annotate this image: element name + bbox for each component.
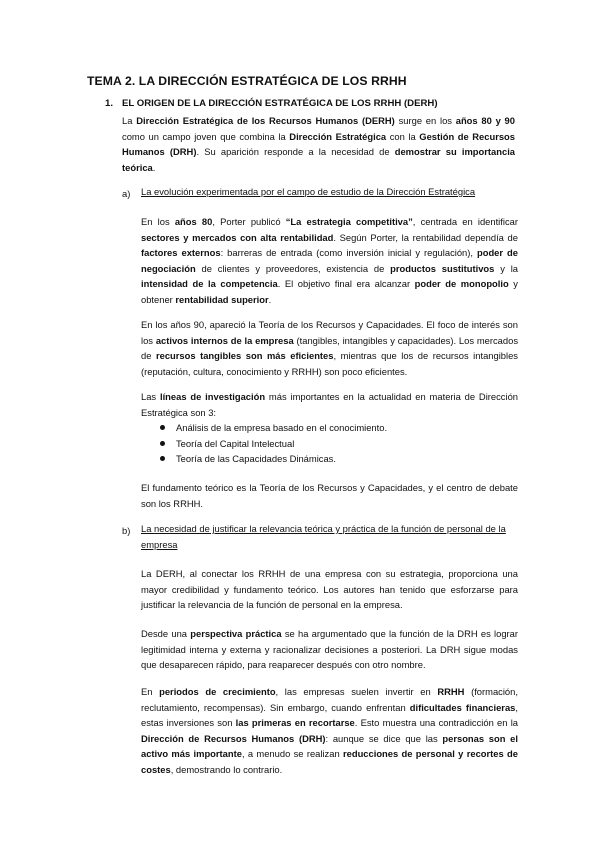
list-item: Teoría del Capital Intelectual [160, 436, 387, 452]
section-number: 1. [105, 98, 114, 109]
subsection-a-paragraph-4: El fundamento teórico es la Teoría de los Recursos y Capacidades, y el centro de debate son los RRHH. [141, 482, 518, 509]
subsection-a-paragraph-3: Las líneas de investigación más importantes en la actualidad en materia de Dirección Estratégica son 3: [141, 391, 519, 418]
section-intro-paragraph: La Dirección Estratégica de los Recursos Humanos (DERH) surge en los años 80 y 90 como un campo joven que combina la Dirección Estratégica con la Gestión de Recursos Humanos (DRH). Su aparición responde a la necesidad de demostrar su importancia teórica. [122, 115, 516, 173]
subsection-a-letter: a) [122, 188, 131, 199]
subsection-b-title: La necesidad de justificar la relevancia teórica y práctica de la función de personal de la empresa [141, 523, 506, 550]
subsection-a-paragraph-2: En los años 90, apareció la Teoría de los Recursos y Capacidades. El foco de interés son los activos internos de la empresa (tangibles, intangibles y capacidades). Los mercados de recursos tangibles son más eficientes, mientras que los de recursos intangibles (reputación, cultura, conocimiento y RRHH) son poco eficientes. [141, 319, 519, 377]
section-heading: EL ORIGEN DE LA DIRECCIÓN ESTRATÉGICA DE LOS RRHH (DERH) [122, 98, 438, 109]
subsection-a-paragraph-1: En los años 80, Porter publicó “La estrategia competitiva”, centrada en identificar sectores y mercados con alta rentabilidad. Según Porter, la rentabilidad dependía de factores externos: barreras de entrada (como inversión inicial y regulación), poder de negociación de clientes y proveedores, existencia de productos sustitutivos y la intensidad de la competencia. El objetivo final era alcanzar poder de monopolio y obtener rentabilidad superior. [141, 216, 518, 305]
research-lines-list [160, 420, 387, 467]
subsection-b-paragraph-3: En periodos de crecimiento, las empresas suelen invertir en RRHH (formación, reclutamiento, recompensas). Sin embargo, cuando enfrentan dificultades financieras, estas inversiones son las primeras en recortarse. Esto muestra una contradicción en la Dirección de Recursos Humanos (DRH): aunque se dice que las personas son el activo más importante, a menudo se realizan reducciones de personal y recortes de costes, demostrando lo contrario. [141, 686, 518, 775]
page-title: TEMA 2. LA DIRECCIÓN ESTRATÉGICA DE LOS RRHH [87, 74, 407, 88]
subsection-b-paragraph-1: La DERH, al conectar los RRHH de una empresa con su estrategia, proporciona una mayor credibilidad y fundamento teórico. Los autores han tenido que esforzarse para justificar la relevancia de la función de personal en la empresa. [141, 568, 518, 610]
subsection-b-letter: b) [122, 525, 131, 536]
list-item: Análisis de la empresa basado en el conocimiento. [160, 420, 387, 436]
subsection-a-title: La evolución experimentada por el campo de estudio de la Dirección Estratégica [141, 186, 476, 197]
subsection-b-paragraph-2: Desde una perspectiva práctica se ha argumentado que la función de la DRH es lograr legitimidad interna y externa y racionalizar decisiones a posteriori. La DRH sigue modas que desaparecen rápido, para reaparecer después con otro nombre. [141, 628, 518, 670]
list-item: Teoría de las Capacidades Dinámicas. [160, 451, 387, 467]
